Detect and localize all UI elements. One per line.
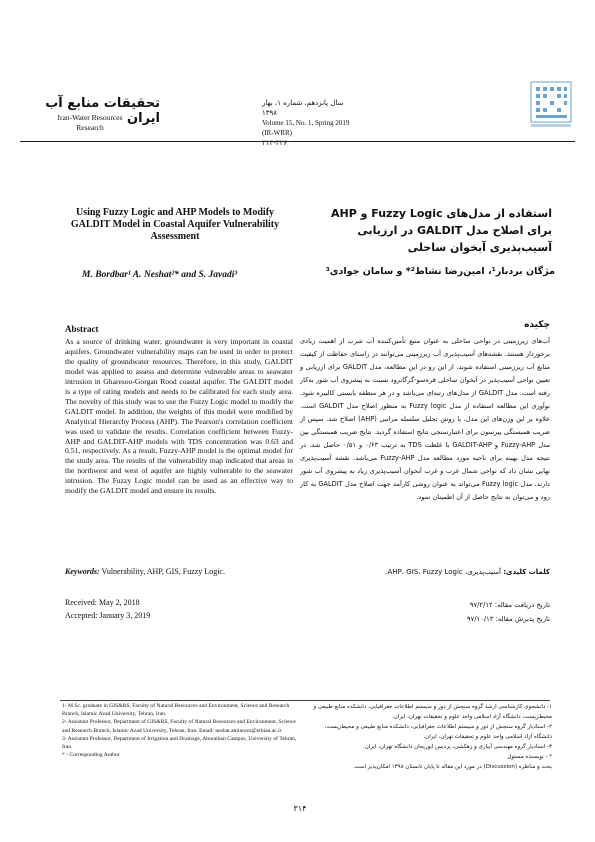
english-keywords-list: Vulnerability, AHP, GIS, Fuzzy Logic. [101, 567, 225, 576]
english-abstract: As a source of drinking water, groundwater is very important in coastal aquifers. Groundwater vulnerability maps can be used in order to protect the quality of groundwater resources. Therefore, in this study, GALDIT model was applied to assess and determine vulnerable areas to seawater intrusion in Gharesoo-Gorgan Rood coastal aquifer. The GALDIT model is a type of rating models and needs to be calibrated for each study area. The novelty of this study was to use the Fuzzy Logic model to modify the GALDIT model. In addition, the weights of this model were modified by Analytical Hierarchy Process (AHP). The Pearson's correlation coefficient was used to validate the results. Correlation coefficient between Fuzzy-AHP and GALDIT-AHP models with TDS concentration was 0.63 and 0.51, respectively. As a result, Fuzzy-AHP model is the optimal model for the study area. The results of the vulnerability map indicated that areas in the northwest and west of aquifer are highly vulnerable to the seawater intrusion. The Fuzzy Logic model can be used as an effective way to modify the GALDIT model and ensure its results. [65, 337, 293, 496]
persian-abstract: آب‌های زیرزمینی در نواحی ساحلی به عنوان منبع تأمین‌کننده آب شرب از اهمیت زیادی برخوردار هستند. نقشه‌های آسیب‌پذیری آب زیرزمینی می‌توانند در راستای حفاظت از کیفیت منابع آب زیرزمینی استفاده شوند. از این رو در این مطالعه، مدل GALDIT برای ارزیابی و تعیین نواحی آسیب‌پذیر در آبخوان ساحلی قره‌سو-گرگانرود نسبت به پیشروی آب شور به‌کار رفته است. مدل GALDIT از مدل‌های رتبه‌ای می‌باشد و در هر منطقه بایستی کالیبره شود. نوآوری این مطالعه استفاده از مدل Fuzzy logic به منظور اصلاح مدل GALDIT است. علاوه بر این وزن‌های این مدل، با روش تحلیل سلسله مراتبی (AHP) اصلاح شد. سپس از ضریب همبستگی پیرسون برای اعتبارسنجی نتایج استفاده گردید. نتایج ضریب همبستگی بین مدل Fuzzy-AHP و GALDIT-AHP با غلظت TDS به ترتیب ۰/۶۳ و ۰/۵۱ حاصل شد. در نتیجه مدل بهینه برای ناحیه مورد مطالعه مدل Fuzzy-AHP می‌باشد. نقشه آسیب‌پذیری نهایی نشان داد که نواحی شمال غرب و غرب آبخوان آسیب‌پذیری زیاد به پیشروی آب شور دارند. مدل Fuzzy logic می‌تواند به عنوان روشی کارآمد جهت اصلاح مدل GALDIT به کار رود و می‌توان به نتایج حاصل از آن اطمینان نمود. [300, 337, 550, 501]
english-abstract-heading: Abstract [65, 324, 99, 334]
journal-logo-icon [525, 78, 577, 130]
persian-footnotes [312, 702, 552, 772]
accepted-date-fa: تاریخ پذیرش مقاله: ۹۷/۱۰/۱۳ [466, 615, 550, 623]
journal-logo [525, 78, 577, 130]
issue-en: Volume 15, No. 1, Spring 2019 (IR-WRR) [262, 119, 350, 137]
english-footnotes [62, 702, 302, 759]
persian-keywords-list: آسیب‌پذیری، AHP، GIS، Fuzzy Logic. [385, 568, 501, 576]
footnote-divider [60, 700, 550, 701]
english-authors: M. Bordbar¹ A. Neshat²* and S. Javadi³ [82, 270, 238, 280]
journal-name-en [20, 113, 160, 133]
english-keywords [65, 567, 305, 576]
page-number: ۳۱۴ [293, 804, 307, 813]
journal-name-fa: تحقیقات منابع آب ایران [45, 96, 160, 126]
footnote-fa: بحث و مناظره (Discussion) در مورد این مقاله تا پایان تابستان ۱۳۹۸ امکان‌پذیر است. [352, 764, 552, 770]
footnote: 3- Assistant Professor, Department of Irrigation and Drainage, Aburaihan Campus, University of Tehran, Iran. [62, 735, 297, 751]
journal-name-en-line1: Iran-Water Resources [57, 113, 123, 122]
received-date-fa: تاریخ دریافت مقاله: ۹۷/۲/۱۲ [469, 601, 550, 609]
accepted-date: Accepted: January 3, 2019 [65, 611, 151, 620]
footnote-fa: ۱- دانشجوی کارشناسی ارشد گروه سنجش از دور و سیستم اطلاعات جغرافیایی، دانشکده منابع طبیعی و محیط‌زیست، دانشگاه آزاد اسلامی واحد علوم و تحقیقات تهران، ایران. [313, 704, 552, 720]
pages-fa: ۳۱۴-۳۲۶ [262, 139, 288, 147]
english-dates [65, 596, 265, 622]
received-date: Received: May 2, 2018 [65, 598, 140, 607]
footnote-fa: * - نویسنده مسئول [507, 754, 552, 760]
persian-title: استفاده از مدل‌های Fuzzy Logic و AHP برای اصلاح مدل GALDIT در ارزیابی آسیب‌پذیری آبخوان ساحلی [330, 207, 552, 254]
footnote: * - Corresponding Author [62, 752, 120, 759]
footnote: 1- M.Sc. graduate in GIS&RS, Faculty of Natural Resources and Environment, Science and Research Branch, Islamic Azad University, Tehran, Iran. [62, 703, 290, 718]
header-divider [20, 141, 575, 142]
footnote-fa: ۳- استادیار گروه مهندسی آبیاری و زهکشی، پردیس ابوریحان دانشگاه تهران، ایران. [362, 744, 552, 750]
issue-fa: سال پانزدهم، شماره ۱، بهار ۱۳۹۸ [262, 99, 344, 117]
journal-name-en-line2: Research [76, 123, 104, 132]
footnote: 2- Assistant Professor, Department of GIS&RS, Faculty of Natural Resources and Environment, Science and Research Branch, Islamic Azad University, Tehran, Iran. Email: neshat.aminreza@srbiau.ac.ir [62, 719, 296, 734]
persian-keywords-label: کلمات کلیدی: [503, 568, 550, 576]
persian-keywords [300, 568, 550, 576]
footnote-fa: ۲- استادیار گروه سنجش از دور و سیستم اطلاعات جغرافیایی، دانشکده منابع طبیعی و محیط‌زیست، دانشگاه آزاد اسلامی واحد علوم و تحقیقات تهران، ایران. [324, 724, 552, 740]
persian-authors: مژگان بردبار¹، امین‌رضا نشاط²* و سامان جوادی³ [325, 266, 555, 277]
persian-abstract-heading: چکیده [524, 320, 550, 330]
persian-dates [390, 598, 550, 626]
english-title: Using Fuzzy Logic and AHP Models to Modify GALDIT Model in Coastal Aquifer Vulnerability Assessment [70, 207, 280, 242]
english-keywords-label: Keywords: [65, 567, 100, 576]
